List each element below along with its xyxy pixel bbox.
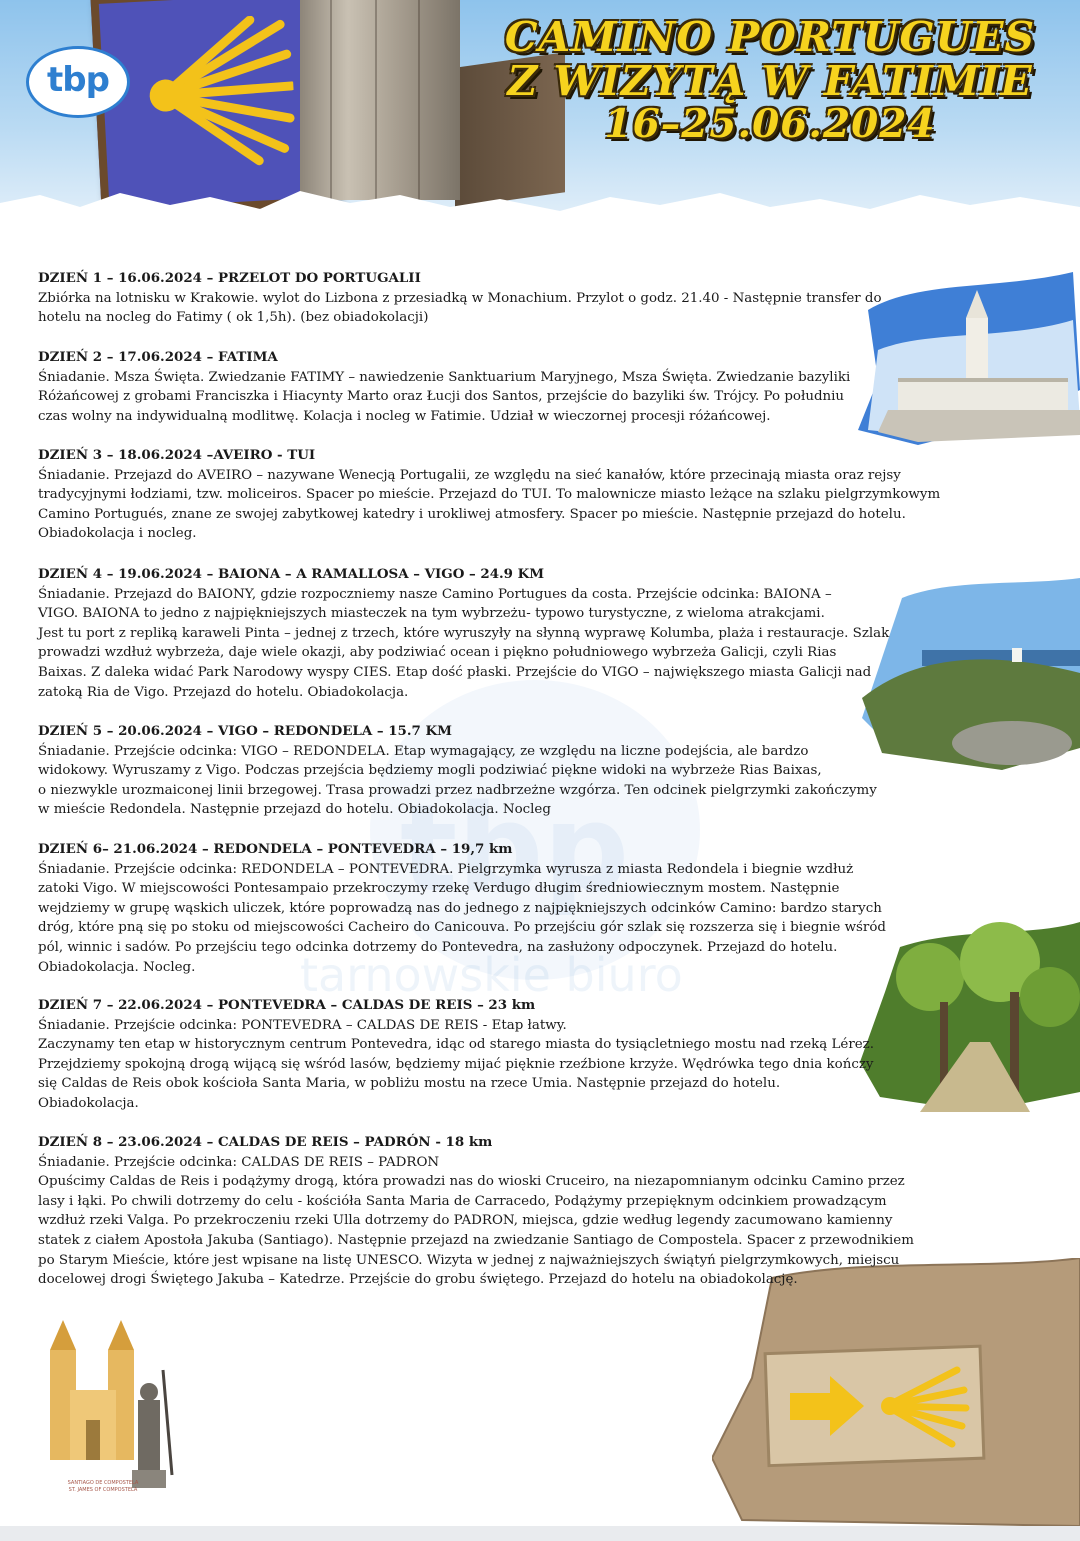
text-line: się Caldas de Reis obok kościoła Santa Maria, w pobliżu mostu na rzece Umia. Następnie przejazd do hotelu. — [38, 1076, 781, 1092]
watermark-logo: tbp — [400, 780, 630, 919]
text-line: prowadzi wzdłuż wybrzeża, daje wiele okazji, aby podziwiać ocean i piękno południowego wybrzeża Galicji, czyli Rias — [38, 645, 837, 661]
day-1-section — [38, 269, 882, 328]
text-line: Obiadokolacja. Nocleg. — [38, 959, 196, 975]
page-title — [500, 13, 1040, 147]
day-7-heading: DZIEŃ 7 – 22.06.2024 – PONTEVEDRA – CALDAS DE REIS – 23 km — [38, 997, 536, 1013]
text-line: statek z ciałem Apostoła Jakuba (Santiago). Następnie przejazd na zwiedzanie Santiago de Compostela. Spacer z przewodnikiem — [38, 1232, 914, 1248]
day-4-description — [38, 585, 889, 703]
text-line: Obiadokolacja. — [38, 1095, 139, 1111]
text-line: wejdziemy w grupę wąskich uliczek, które poprowadzą nas do jednego z najpiękniejszych odcinków Camino: bardzo starych — [38, 900, 882, 916]
text-line: Zaczynamy ten etap w historycznym centrum Pontevedra, idąc od starego miasta do tysiącletniego mostu nad rzeką Lérez. — [38, 1037, 874, 1053]
text-line: pól, winnic i sadów. Po przejściu tego odcinka dotrzemy do Pontevedra, na zasłużony odpoczynek. Przejazd do hotelu. — [38, 939, 838, 955]
day-8-heading: DZIEŃ 8 – 23.06.2024 – CALDAS DE REIS – PADRÓN - 18 km — [38, 1134, 493, 1150]
illustration-caption — [48, 1480, 158, 1494]
text-line: po Starym Mieście, które jest wpisane na listę UNESCO. Wizyta w jednej z najważniejszych świątyń pielgrzymkowych, miejscu — [38, 1252, 900, 1268]
text-line: Śniadanie. Przejście odcinka: PONTEVEDRA – CALDAS DE REIS - Etap łatwy. — [38, 1017, 567, 1033]
bottom-bar — [0, 1526, 1080, 1541]
day-1-heading: DZIEŃ 1 – 16.06.2024 – PRZELOT DO PORTUGALII — [38, 270, 421, 286]
text-line: Obiadokolacja i nocleg. — [38, 526, 197, 542]
day-5-section — [38, 722, 877, 820]
day-4-heading: DZIEŃ 4 – 19.06.2024 – BAIONA – A RAMALLOSA – VIGO – 24.9 KM — [38, 566, 545, 582]
day-7-section — [38, 996, 874, 1114]
text-line: w mieście Redondela. Następnie przejazd do hotelu. Obiadokolacja. Nocleg — [38, 802, 551, 818]
day-8-description — [38, 1153, 914, 1290]
wood-grain — [418, 0, 420, 200]
text-line: Śniadanie. Przejście odcinka: VIGO – REDONDELA. Etap wymagający, ze względu na liczne podejścia, ale bardzo — [38, 743, 809, 759]
day-8-section — [38, 1133, 914, 1290]
day-6-description — [38, 860, 886, 978]
text-line: Camino Portugués, znane ze swojej zabytkowej katedry i urokliwej atmosfery. Spacer po mieście. Następnie przejazd do hotelu. — [38, 506, 906, 522]
text-line: docelowej drogi Świętego Jakuba – Katedrze. Przejście do grobu świętego. Przejazd do hotelu na obiadokolację. — [38, 1272, 798, 1288]
text-line: Opuścimy Caldas de Reis i podążymy drogą, która prowadzi nas do wioski Cruceiro, na niezapomnianym odcinku Camino przez — [38, 1174, 905, 1190]
text-line: o niezwykle urozmaiconej linii brzegowej. Trasa prowadzi przez nadbrzeżne wzgórza. Ten odcinek pielgrzymki zakończymy — [38, 782, 877, 798]
title-line-1: CAMINO PORTUGUES — [504, 13, 1036, 61]
cathedral-illustration — [20, 1310, 200, 1510]
text-line: Przejdziemy spokojną drogą wijącą się wśród lasów, będziemy mijać pięknie rzeźbione krzyże. Wędrówka tego dnia kończy — [38, 1056, 874, 1072]
scallop-shell-icon — [140, 14, 298, 172]
text-line: Śniadanie. Przejście odcinka: CALDAS DE REIS – PADRON — [38, 1154, 440, 1170]
caption-line-1: SANTIAGO DE COMPOSTELA — [67, 1480, 139, 1486]
text-line: Śniadanie. Przejazd do AVEIRO – nazywane Wenecją Portugalii, ze względu na sieć kanałów, które przecinają miasta oraz rejsy — [38, 467, 901, 483]
day-2-description — [38, 368, 850, 427]
forest-path-photo — [860, 922, 1080, 1112]
text-line: Śniadanie. Msza Święta. Zwiedzanie FATIMY – nawiedzenie Sanktuarium Maryjnego, Msza Święta. Zwiedzanie bazyliki — [38, 369, 851, 385]
title-dates: 16–25.06.2024 — [604, 100, 936, 147]
day-3-description — [38, 466, 940, 544]
text-line: widokowy. Wyruszamy z Vigo. Podczas przejścia będziemy mogli podziwiać piękne widoki na wybrzeże Rias Baixas, — [38, 763, 822, 779]
wooden-post — [300, 0, 460, 200]
fatima-basilica-photo — [858, 270, 1080, 445]
text-line: lasy i łąki. Po chwili dotrzemy do celu - kościółа Santa Maria de Carracedo, Podążymy przepięknym odcinkiem prowadzącym — [38, 1193, 887, 1209]
wood-grain — [375, 0, 377, 200]
day-3-section — [38, 446, 940, 544]
text-line: hotelu na nocleg do Fatimy ( ok 1,5h). (bez obiadokolacji) — [38, 310, 429, 326]
day-5-heading: DZIEŃ 5 – 20.06.2024 – VIGO – REDONDELA – 15.7 KM — [38, 723, 452, 739]
camino-arrow-sign-photo — [712, 1258, 1080, 1526]
coast-landscape-photo — [862, 578, 1080, 770]
text-line: Śniadanie. Przejście odcinka: REDONDELA – PONTEVEDRA. Pielgrzymka wyrusza z miasta Redondela i biegnie wzdłuż — [38, 861, 854, 877]
title-line-2: Z WIZYTĄ W FATIMIE — [507, 56, 1033, 105]
text-line: Jest tu port z repliką karaweli Pinta – jednej z trzech, które wyruszyły na słynną wyprawę Kolumba, plaża i restauracje. Szlak — [38, 625, 890, 641]
day-1-description — [38, 289, 882, 328]
day-4-section — [38, 565, 889, 702]
text-line: Baixas. Z daleka widać Park Narodowy wyspy CIES. Etap dość płaski. Przejście do VIGO – największego miasta Galicji nad — [38, 664, 872, 680]
caption-line-2: ST. JAMES OF COMPOSTELA — [68, 1487, 138, 1493]
torn-paper-edge — [0, 185, 1080, 230]
text-line: tradycyjnymi łodziami, tzw. moliceiros. Spacer po mieście. Przejazd do TUI. To malownicze miasto leżące na szlaku pielgrzymkowym — [38, 487, 941, 503]
wood-grain — [330, 0, 332, 200]
header-banner — [0, 0, 1080, 230]
watermark-agency: tarnowskie biuro — [300, 948, 683, 1002]
day-7-description — [38, 1016, 874, 1114]
day-6-section — [38, 840, 886, 977]
logo-text: tbp — [47, 60, 109, 100]
day-6-heading: DZIEŃ 6– 21.06.2024 – REDONDELA – PONTEVEDRA – 19,7 km — [38, 841, 513, 857]
text-line: dróg, które pną się po stoku od miejscowości Cacheiro do Canicouva. Po przejściu gór szlak się rozszerza się i biegnie wśród — [38, 920, 886, 936]
text-line: Różańcowej z grobami Franciszka i Hiacynty Marto oraz Łucji dos Santos, przejście do bazyliki św. Trójcy. Po południu — [38, 389, 845, 405]
day-2-heading: DZIEŃ 2 – 17.06.2024 – FATIMA — [38, 349, 278, 365]
text-line: czas wolny na indywidualną modlitwę. Kolacja i nocleg w Fatimie. Udział w wieczornej procesji różańcowej. — [38, 408, 771, 424]
day-5-description — [38, 742, 877, 820]
tbp-logo — [26, 46, 130, 118]
day-3-heading: DZIEŃ 3 – 18.06.2024 –AVEIRO - TUI — [38, 447, 316, 463]
day-2-section — [38, 348, 850, 426]
text-line: zatoki Vigo. W miejscowości Pontesampaio przekroczymy rzekę Verdugo długim średniowiecznym mostem. Następnie — [38, 881, 840, 897]
text-line: Śniadanie. Przejazd do BAIONY, gdzie rozpoczniemy nasze Camino Portugues da costa. Przejście odcinka: BAIONA – — [38, 586, 832, 602]
text-line: Zbiórka na lotnisku w Krakowie. wylot do Lizbona z przesiadką w Monachium. Przylot o godz. 21.40 - Następnie transfer do — [38, 290, 882, 306]
text-line: wzdłuż rzeki Valga. Po przekroczeniu rzeki Ulla dotrzemy do PADRON, miejsca, gdzie według legendy zacumowano kamienny — [38, 1213, 893, 1229]
text-line: zatoką Ria de Vigo. Przejazd do hotelu. Obiadokolacja. — [38, 684, 409, 700]
text-line: VIGO. BAIONA to jedno z najpiękniejszych miasteczek na tym wybrzeżu- typowo turystyczne, z wieloma atrakcjami. — [38, 606, 825, 622]
